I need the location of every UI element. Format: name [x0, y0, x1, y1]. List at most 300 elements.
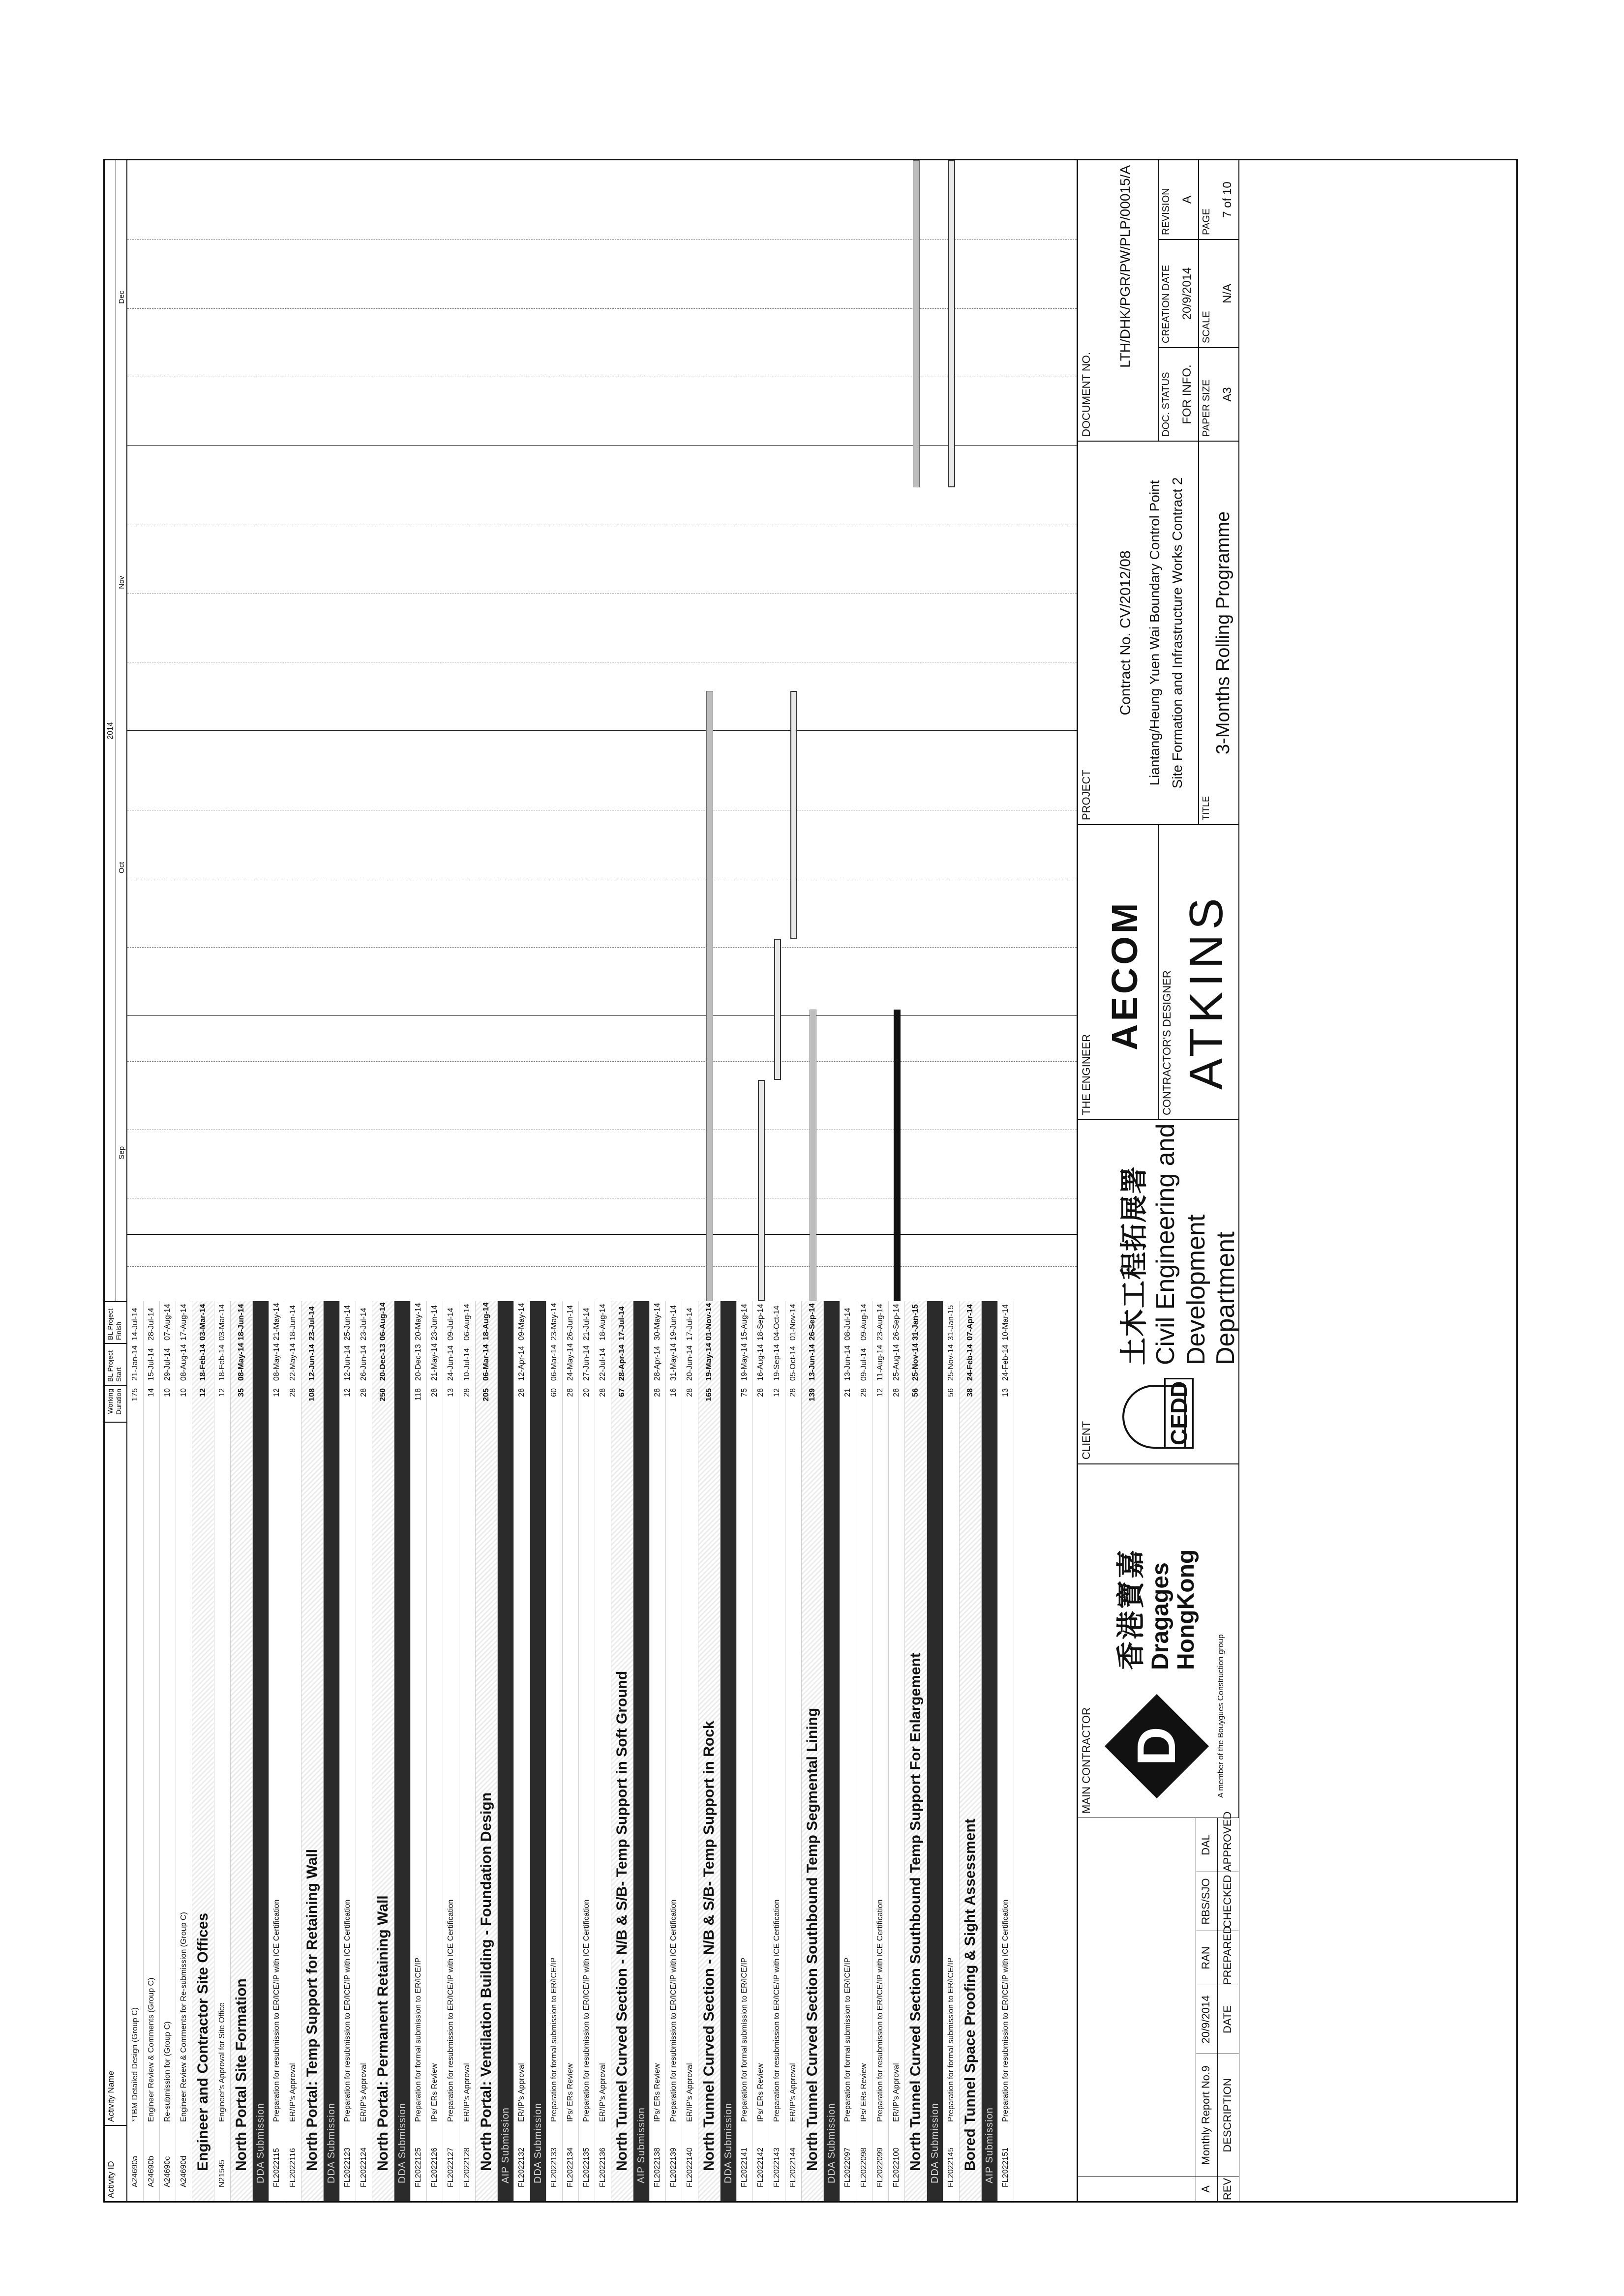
activity-finish: 06-Aug-14 — [463, 1304, 471, 1341]
activity-start: 19-May-14 — [705, 1342, 713, 1381]
activity-name: IPs/ ERs Review — [653, 2063, 662, 2122]
activity-id: FL2022143 — [773, 2147, 781, 2187]
activity-bar — [758, 1080, 765, 1301]
activity-name: Preparation for formal submission to ER/ICE/IP — [550, 1957, 558, 2122]
activity-duration: 165 — [705, 1388, 713, 1401]
timescale-month: Sep — [118, 1146, 126, 1160]
rev-date: 20/9/2014 — [1196, 1985, 1218, 2054]
activity-start: 12-Jun-14 — [308, 1344, 316, 1381]
document-no-label: DOCUMENT NO. — [1080, 352, 1092, 437]
activity-finish: 03-Mar-14 — [199, 1304, 207, 1341]
activity-name: Engineer Review & Comments for Re-submission (Group C) — [180, 1912, 188, 2122]
activity-name: Preparation for formal submission to ER/ICE/IP — [843, 1957, 852, 2122]
activity-bar — [774, 939, 781, 1080]
activity-name: Preparation for resubmission to ER/ICE/IP with ICE Certification — [272, 1899, 281, 2122]
activity-row — [563, 1301, 579, 2201]
activity-finish: 06-Aug-14 — [379, 1302, 387, 1341]
activity-finish: 23-Aug-14 — [876, 1304, 884, 1341]
submission-band-row — [982, 1301, 998, 2201]
client-cell — [1078, 1119, 1239, 1463]
timescale-month: Dec — [118, 291, 126, 304]
activity-name: North Portal: Temp Support for Retaining Wall — [304, 1849, 320, 2171]
col-header-duration: Working Duration — [105, 1385, 127, 1422]
project-line2: Liantang/Heung Yuen Wai Boundary Control Point — [1147, 480, 1162, 786]
submission-band-row — [530, 1301, 546, 2201]
activity-finish: 18-Jun-14 — [237, 1304, 245, 1341]
activity-name: IPs/ ERs Review — [566, 2063, 574, 2122]
activity-row — [769, 1301, 785, 2201]
activity-start: 24-Jun-14 — [447, 1345, 455, 1381]
activity-finish: 21-May-14 — [272, 1303, 281, 1341]
cedd-en-line1: Civil Engineering and — [1151, 1123, 1180, 1365]
main-contractor-label: MAIN CONTRACTOR — [1080, 1707, 1092, 1814]
activity-name: DDA Submission — [255, 2102, 266, 2183]
activity-start: 20-Jun-14 — [686, 1345, 694, 1381]
rev-code: A — [1196, 2177, 1218, 2201]
activity-id: FL2022128 — [463, 2147, 471, 2187]
activity-start: 20-Dec-13 — [414, 1344, 422, 1381]
timescale-year: 2014 — [106, 722, 115, 740]
activity-finish: 20-May-14 — [414, 1303, 422, 1341]
activity-name: IPs/ ERs Review — [430, 2063, 439, 2122]
submission-band-row — [633, 1301, 650, 2201]
rev-approved: DAL — [1196, 1818, 1218, 1872]
scale-label: SCALE — [1201, 311, 1212, 343]
activity-start: 09-Jul-14 — [860, 1348, 868, 1381]
activity-row — [443, 1301, 459, 2201]
doc-status-value: FOR INFO. — [1180, 364, 1194, 424]
activity-id: FL2022151 — [1001, 2147, 1010, 2187]
activity-start: 25-Aug-14 — [892, 1344, 901, 1381]
activity-duration: 139 — [808, 1388, 816, 1401]
activity-row — [785, 1301, 802, 2201]
aecom-logo: AECOM — [1104, 900, 1145, 1050]
activity-start: 31-May-14 — [669, 1343, 678, 1381]
activity-finish: 18-Aug-14 — [482, 1302, 490, 1341]
activity-finish: 31-Jan-15 — [947, 1305, 955, 1341]
activity-duration: 28 — [653, 1388, 662, 1397]
activity-duration: 205 — [482, 1388, 490, 1401]
designer-label: CONTRACTOR'S DESIGNER — [1161, 970, 1173, 1115]
activity-duration: 13 — [447, 1388, 455, 1397]
activity-duration: 108 — [308, 1388, 316, 1401]
activity-finish: 14-Jul-14 — [131, 1308, 139, 1341]
activity-id: A24690a — [131, 2155, 139, 2187]
activity-row — [840, 1301, 856, 2201]
activity-row — [595, 1301, 611, 2201]
gantt-frame — [103, 159, 1518, 2203]
activity-id: FL2022123 — [343, 2147, 352, 2187]
activity-duration: 28 — [756, 1388, 765, 1397]
activity-row — [546, 1301, 563, 2201]
document-no-cell — [1078, 160, 1159, 441]
activity-row — [340, 1301, 356, 2201]
activity-start: 24-Feb-14 — [1001, 1344, 1010, 1381]
activity-name: ER/IP's Approval — [517, 2063, 526, 2122]
activity-duration: 28 — [789, 1388, 797, 1397]
activity-row — [856, 1301, 872, 2201]
activity-id: FL2022138 — [653, 2147, 662, 2187]
summary-bar — [810, 1010, 816, 1301]
activity-finish: 26-Sep-14 — [892, 1304, 901, 1341]
month-gridline — [127, 730, 1077, 731]
activity-finish: 23-May-14 — [550, 1303, 558, 1341]
engineer-cell — [1078, 824, 1159, 1119]
rev-blank — [1078, 1818, 1196, 2177]
activity-id: A24690d — [180, 2155, 188, 2187]
activity-start: 08-May-14 — [272, 1343, 281, 1381]
activity-name: Preparation for formal submission to ER/ICE/IP — [414, 1957, 422, 2122]
activity-duration: 28 — [289, 1388, 297, 1397]
activity-name: ER/IP's Approval — [686, 2063, 694, 2122]
activity-row — [889, 1301, 905, 2201]
activity-row — [998, 1301, 1014, 2201]
activity-duration: 38 — [966, 1388, 974, 1397]
activity-finish: 17-Aug-14 — [180, 1304, 188, 1341]
activity-name: ER/IP's Approval — [360, 2063, 368, 2122]
atkins-logo: ATKINS — [1180, 893, 1233, 1090]
title-block — [1077, 160, 1518, 2201]
activity-finish: 18-Jun-14 — [289, 1305, 297, 1341]
activity-start: 12-Apr-14 — [517, 1345, 526, 1381]
activity-id: FL2022141 — [740, 2147, 749, 2187]
activity-name: DDA Submission — [930, 2102, 940, 2183]
activity-name: Preparation for resubmission to ER/ICE/IP with ICE Certification — [773, 1899, 781, 2122]
creation-date-label: CREATION DATE — [1161, 265, 1172, 343]
activity-finish: 03-Mar-14 — [218, 1304, 226, 1341]
activity-name: DDA Submission — [723, 2102, 734, 2183]
activity-finish: 21-Jul-14 — [582, 1308, 591, 1341]
page-value: 7 of 10 — [1221, 181, 1234, 218]
paper-size-label: PAPER SIZE — [1201, 379, 1212, 437]
dragages-logo-letter: D — [1126, 1727, 1187, 1766]
data-date-line — [127, 1234, 1077, 1235]
month-gridline — [127, 445, 1077, 446]
wbs-group-row — [476, 1301, 498, 2201]
activity-id: FL2022140 — [686, 2147, 694, 2187]
submission-band-row — [394, 1301, 411, 2201]
activity-duration: 28 — [360, 1388, 368, 1397]
col-header-finish: BL Project Finish — [105, 1301, 127, 1343]
activity-id: FL2022116 — [289, 2148, 297, 2187]
activity-name: Engineer's Approval for Site Office — [218, 2002, 226, 2122]
activity-start: 06-Mar-14 — [550, 1344, 558, 1381]
activity-name: Preparation for resubmission to ER/ICE/IP with ICE Certification — [669, 1899, 678, 2122]
activity-duration: 28 — [686, 1388, 694, 1397]
summary-bar — [706, 691, 713, 1301]
activity-id: FL2022145 — [947, 2147, 955, 2187]
activity-id: FL2022127 — [447, 2147, 455, 2187]
activity-row — [285, 1301, 301, 2201]
activity-duration: 12 — [876, 1388, 884, 1397]
cedd-cn-name: 土木工程拓展署 — [1118, 1165, 1149, 1365]
activity-finish: 18-Sep-14 — [756, 1304, 765, 1341]
activity-name: ER/IP's Approval — [463, 2063, 471, 2122]
activity-name: Preparation for resubmission to ER/ICE/IP with ICE Certification — [876, 1899, 884, 2122]
activity-duration: 60 — [550, 1388, 558, 1397]
activity-duration: 21 — [843, 1388, 852, 1397]
activity-finish: 26-Jun-14 — [566, 1305, 574, 1341]
activity-start: 24-May-14 — [566, 1343, 574, 1381]
activity-name: DDA Submission — [533, 2102, 543, 2183]
activity-name: Preparation for resubmission to ER/ICE/IP with ICE Certification — [343, 1899, 352, 2122]
activity-id: FL2022097 — [843, 2147, 852, 2187]
activity-duration: 10 — [180, 1388, 188, 1397]
col-header-activity-name: Activity Name — [105, 1422, 127, 2125]
rev-label: PREPARED — [1218, 1931, 1239, 1985]
activity-finish: 07-Aug-14 — [163, 1304, 172, 1341]
activity-row — [269, 1301, 285, 2201]
activity-start: 28-Apr-14 — [618, 1344, 626, 1381]
activity-duration: 56 — [947, 1388, 955, 1397]
activity-duration: 28 — [566, 1388, 574, 1397]
activity-row — [214, 1301, 231, 2201]
activity-start: 26-Jun-14 — [360, 1345, 368, 1381]
activity-start: 18-Feb-14 — [218, 1344, 226, 1381]
activity-id: FL2022124 — [360, 2147, 368, 2187]
activity-name: North Tunnel Curved Section Southbound Temp Segmental Lining — [804, 1707, 820, 2171]
submission-band-row — [824, 1301, 840, 2201]
activity-name: North Tunnel Curved Section - N/B & S/B- Temp Support in Soft Ground — [614, 1670, 630, 2171]
activity-name: IPs/ ERs Review — [860, 2063, 868, 2122]
activity-id: FL2022099 — [876, 2147, 884, 2187]
activity-id: FL2022098 — [860, 2147, 868, 2187]
activity-name: Preparation for resubmission to ER/ICE/IP with ICE Certification — [447, 1899, 455, 2122]
paper-size-value: A3 — [1221, 387, 1234, 402]
activity-start: 15-Jul-14 — [147, 1348, 155, 1381]
activity-finish: 31-Jan-15 — [911, 1304, 920, 1341]
activity-name: Preparation for formal submission to ER/ICE/IP — [947, 1957, 955, 2122]
activity-start: 13-Jun-14 — [808, 1344, 816, 1381]
activity-start: 08-Aug-14 — [180, 1344, 188, 1381]
activity-name: *TBM Detailed Design (Group C) — [131, 2007, 139, 2122]
title-cell — [1199, 441, 1239, 824]
activity-bar — [894, 1010, 901, 1301]
project-cell — [1078, 441, 1199, 824]
wbs-group-row — [905, 1301, 927, 2201]
activity-start: 27-Jun-14 — [582, 1345, 591, 1381]
timeline-area — [127, 160, 1077, 1301]
rev-blank — [1078, 2177, 1196, 2201]
activity-duration: 12 — [199, 1388, 207, 1397]
activity-start: 20-Dec-13 — [379, 1343, 387, 1381]
revision-label: REVISION — [1161, 188, 1172, 235]
activity-start: 06-Mar-14 — [482, 1344, 490, 1381]
activity-row — [514, 1301, 530, 2201]
activity-finish: 23-Jul-14 — [360, 1308, 368, 1341]
activity-name: ER/IP's Approval — [892, 2063, 901, 2122]
activity-duration: 118 — [414, 1388, 422, 1401]
activity-name: Preparation for formal submission to ER/ICE/IP — [740, 1957, 749, 2122]
activity-duration: 16 — [669, 1388, 678, 1397]
document-no-value: LTH/DHK/PGR/PW/PLP/00015/A — [1117, 165, 1133, 368]
wbs-group-row — [698, 1301, 721, 2201]
engineer-label: THE ENGINEER — [1080, 1034, 1092, 1115]
activity-name: North Portal Site Formation — [233, 1978, 249, 2171]
activity-row — [427, 1301, 443, 2201]
week-gridline — [127, 1061, 1077, 1062]
activity-start: 24-Feb-14 — [966, 1344, 974, 1381]
rev-label: DATE — [1218, 1985, 1239, 2054]
col-header-activity-id: Activity ID — [105, 2125, 127, 2201]
activity-id: FL2022139 — [669, 2147, 678, 2187]
activity-finish: 28-Jul-14 — [147, 1308, 155, 1341]
activity-name: Engineer Review & Comments (Group C) — [147, 1977, 155, 2122]
rev-description: Monthly Report No.9 — [1196, 2054, 1218, 2177]
activity-id: FL2022136 — [599, 2147, 607, 2187]
activity-row — [737, 1301, 753, 2201]
activity-name: North Tunnel Curved Section - N/B & S/B- Temp Support in Rock — [701, 1721, 717, 2171]
activity-finish: 23-Jun-14 — [430, 1305, 439, 1341]
submission-band-row — [498, 1301, 514, 2201]
page-label: PAGE — [1201, 208, 1212, 235]
title-value: 3-Months Rolling Programme — [1213, 511, 1233, 755]
activity-id: A24690b — [147, 2155, 155, 2187]
activity-finish: 26-Sep-14 — [808, 1303, 816, 1341]
activity-name: North Portal: Ventilation Building - Foundation Design — [478, 1792, 494, 2171]
timescale-month: Nov — [118, 576, 126, 589]
activity-id: FL2022126 — [430, 2147, 439, 2187]
activity-start: 10-Jul-14 — [463, 1348, 471, 1381]
activity-name: ER/IP's Approval — [599, 2063, 607, 2122]
dragages-logo — [1105, 1694, 1209, 1798]
scale-cell — [1199, 239, 1239, 347]
activity-duration: 67 — [618, 1388, 626, 1397]
month-gridline — [127, 1015, 1077, 1016]
activity-duration: 10 — [163, 1388, 172, 1397]
activity-name: AIP Submission — [500, 2107, 511, 2183]
activity-name: DDA Submission — [826, 2102, 837, 2183]
designer-cell — [1159, 824, 1239, 1119]
activity-finish: 18-Aug-14 — [599, 1304, 607, 1341]
activity-duration: 28 — [860, 1388, 868, 1397]
submission-band-row — [927, 1301, 943, 2201]
project-line3: Site Formation and Infrastructure Works Contract 2 — [1170, 477, 1185, 789]
activity-id: FL2022132 — [517, 2147, 526, 2187]
rev-checked: RBS/SJO — [1196, 1872, 1218, 1931]
activity-name: Bored Tunnel Space Proofing & Sight Assessment — [962, 1819, 978, 2171]
activity-row — [753, 1301, 769, 2201]
activity-finish: 09-Jul-14 — [447, 1308, 455, 1341]
activity-id: FL2022100 — [892, 2147, 901, 2187]
activity-duration: 12 — [218, 1388, 226, 1397]
revision-cell — [1159, 160, 1199, 239]
summary-bar — [913, 160, 920, 487]
activity-table — [127, 1301, 1014, 2201]
activity-duration: 28 — [517, 1388, 526, 1397]
wbs-group-row — [960, 1301, 982, 2201]
activity-id: FL2022134 — [566, 2147, 574, 2187]
activity-finish: 04-Oct-14 — [773, 1305, 781, 1341]
week-gridline — [127, 239, 1077, 240]
activity-finish: 17-Jul-14 — [618, 1306, 626, 1341]
activity-row — [872, 1301, 889, 2201]
activity-finish: 08-Jul-14 — [843, 1308, 852, 1341]
activity-finish: 10-Mar-14 — [1001, 1304, 1010, 1341]
activity-name: Re-submission for (Group C) — [163, 2021, 172, 2122]
activity-start: 16-Aug-14 — [756, 1344, 765, 1381]
activity-duration: 14 — [147, 1388, 155, 1397]
activity-duration: 28 — [430, 1388, 439, 1397]
activity-name: Preparation for resubmission to ER/ICE/IP with ICE Certification — [1001, 1899, 1010, 2122]
activity-start: 05-Oct-14 — [789, 1345, 797, 1381]
activity-name: DDA Submission — [397, 2102, 408, 2183]
week-gridline — [127, 947, 1077, 948]
activity-finish: 25-Jun-14 — [343, 1305, 352, 1341]
submission-band-row — [324, 1301, 340, 2201]
week-gridline — [127, 1266, 1077, 1267]
scale-value: N/A — [1221, 284, 1234, 304]
activity-duration: 12 — [773, 1388, 781, 1397]
week-gridline — [127, 308, 1077, 309]
activity-row — [356, 1301, 372, 2201]
activity-id: N21545 — [218, 2159, 226, 2187]
activity-start: 12-Jun-14 — [343, 1345, 352, 1381]
timescale-month: Oct — [118, 862, 126, 874]
client-label: CLIENT — [1080, 1421, 1092, 1460]
col-header-start: BL Project Start — [105, 1343, 127, 1385]
activity-duration: 28 — [892, 1388, 901, 1397]
activity-id: FL2022133 — [550, 2147, 558, 2187]
doc-status-label: DOC. STATUS — [1161, 372, 1172, 437]
wbs-group-row — [301, 1301, 324, 2201]
activity-start: 29-Jul-14 — [163, 1348, 172, 1381]
main-contractor-cell — [1078, 1463, 1239, 1818]
activity-id: A24690c — [163, 2156, 172, 2187]
creation-date-cell — [1159, 239, 1199, 347]
activity-row — [943, 1301, 960, 2201]
wbs-group-row — [231, 1301, 253, 2201]
wbs-group-row — [372, 1301, 394, 2201]
activity-row — [682, 1301, 698, 2201]
activity-finish: 15-Aug-14 — [740, 1304, 749, 1341]
activity-finish: 01-Nov-14 — [789, 1304, 797, 1341]
activity-bar — [948, 160, 955, 487]
rev-label: APPROVED — [1218, 1818, 1239, 1872]
activity-finish: 01-Nov-14 — [705, 1303, 713, 1341]
activity-row — [144, 1301, 160, 2201]
activity-finish: 19-Jun-14 — [669, 1305, 678, 1341]
rev-prepared: RAN — [1196, 1931, 1218, 1985]
activity-finish: 30-May-14 — [653, 1303, 662, 1341]
activity-start: 22-May-14 — [289, 1343, 297, 1381]
cedd-abbreviation: CEDD — [1164, 1378, 1194, 1449]
activity-row — [411, 1301, 427, 2201]
activity-id: FL2022135 — [582, 2147, 591, 2187]
contractor-name-line1: Dragages — [1147, 1562, 1173, 1670]
rev-label: DESCRIPTION — [1218, 2054, 1239, 2177]
activity-row — [579, 1301, 595, 2201]
activity-name: AIP Submission — [636, 2107, 647, 2183]
doc-status-cell — [1159, 347, 1199, 441]
contractor-cn-name: 香港寶嘉 — [1115, 1548, 1147, 1670]
rev-label: REV — [1218, 2177, 1239, 2201]
submission-band-row — [253, 1301, 269, 2201]
activity-id: FL2022144 — [789, 2147, 797, 2187]
title-label: TITLE — [1201, 796, 1211, 820]
activity-row — [127, 1301, 144, 2201]
activity-finish: 17-Jul-14 — [686, 1308, 694, 1341]
activity-start: 21-May-14 — [430, 1343, 439, 1381]
activity-duration: 56 — [911, 1388, 920, 1397]
activity-row — [176, 1301, 192, 2201]
project-label: PROJECT — [1080, 770, 1092, 820]
activity-duration: 13 — [1001, 1388, 1010, 1397]
activity-row — [650, 1301, 666, 2201]
activity-name: North Portal: Permanent Retaining Wall — [375, 1895, 391, 2171]
paper-size-cell — [1199, 347, 1239, 441]
project-contract-no: Contract No. CV/2012/08 — [1117, 550, 1134, 716]
